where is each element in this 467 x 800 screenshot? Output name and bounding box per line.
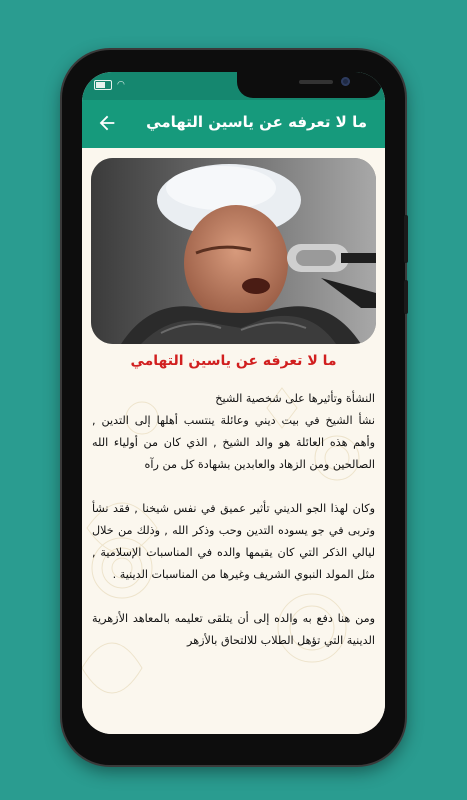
hero-image [91,158,376,344]
article-title: ما لا تعرفه عن ياسين التهامي [130,353,337,369]
front-camera [341,77,350,86]
battery-icon [94,80,112,90]
status-icons [94,80,125,90]
notch [237,72,382,98]
power-button [404,215,408,263]
volume-button [404,280,408,314]
phone-screen [82,72,385,734]
article-body: النشأة وتأثيرها على شخصية الشيخ نشأ الشيخ في بيت ديني وعائلة ينتسب أهلها إلى التدين , وأهم هذه العائلة هو والد الشيخ , الذي كان من أولياء الله الصالحين ومن الزهاد والعابدين بشهادة كل من رآه وكان لهذا الجو الديني تأثير عميق في نفس شيخنا , فقد نشأ وتربى في جو يسوده التدين وحب وذكر الله , وذلك من خلال ليالي الذكر التي كان يقيمها والده في المناسبات الإسلامية , مثل المولد النبوي الشريف وغيرها من المناسبات الدينية . ومن هنا دفع به والده إلى أن يتلقى تعليمه بالمعاهد الأزهرية الدينية التي تؤهل الطلاب للالتحاق بالأزهر [92,392,375,647]
wifi-icon: ◠ [117,79,125,90]
article-content[interactable] [82,148,385,734]
app-bar [82,100,385,148]
portrait-photo [91,158,376,344]
speaker [299,80,333,84]
page-title: ما لا تعرفه عن ياسين التهامي [146,113,367,131]
arrow-left-icon[interactable] [94,110,120,136]
